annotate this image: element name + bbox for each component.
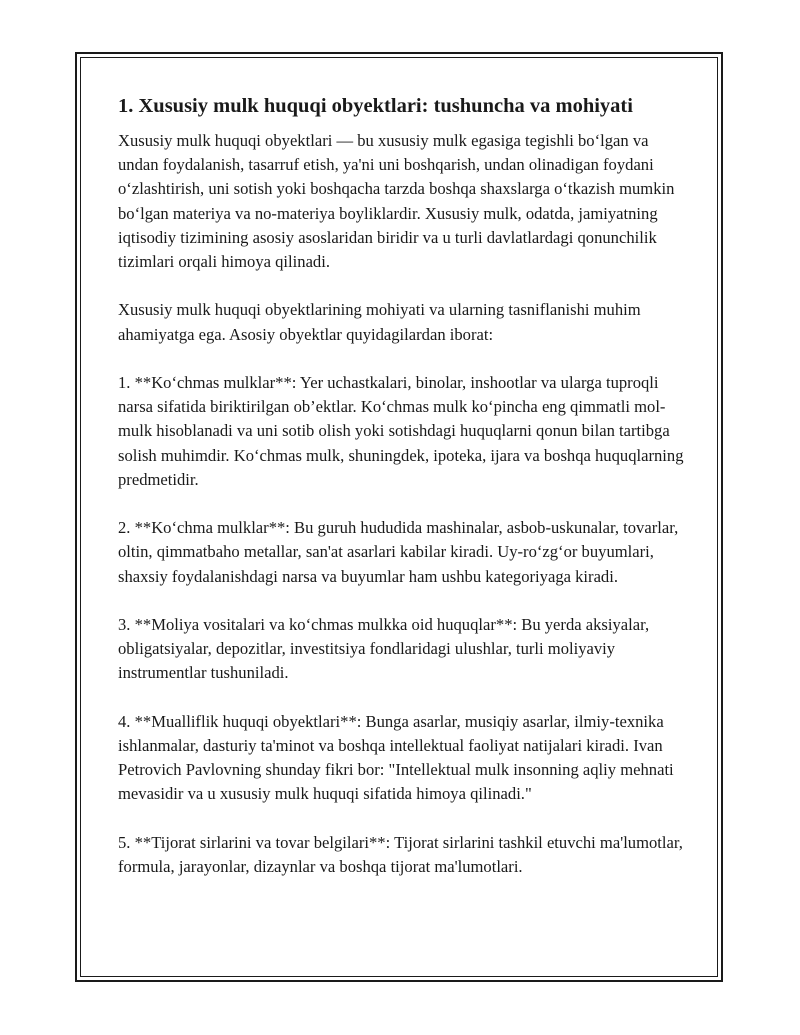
list-item-trade-secrets: 5. **Tijorat sirlarini va tovar belgilari**: Tijorat sirlarini tashkil etuvchi ma'lumotlar, formula, jarayonlar, dizaynlar va boshqa tijorat ma'lumotlari. [118,832,683,876]
list-item-copyright-objects: 4. **Mualliflik huquqi obyektlari**: Bunga asarlar, musiqiy asarlar, ilmiy-texnika ishlanmalar, dasturiy ta'minot va boshqa intellektual faoliyat natijalari kiradi. Ivan Petrovich Pavlovning shunday fikri bor: "Intellektual mulk insonning aqliy mehnati mevasidir va u xususiy mulk huquqi sifatida himoya qilinadi." [118,711,674,804]
list-item-immovable-property: 1. **Ko‘chmas mulklar**: Yer uchastkalari, binolar, inshootlar va ularga tuproqli narsa sifatida biriktirilgan ob’ektlar. Ko‘chmas mulk ko‘pincha eng qimmatli mol-mulk hisoblanadi va uni sotib olish yoki sotishdagi huquqlarni qonun bilan tartibga solish muhimdir. Ko‘chmas mulk, shuningdek, ipoteka, ijara va boshqa huquqlarning predmetidir. [118,373,684,489]
paragraph-definition: Xususiy mulk huquqi obyektlari — bu xususiy mulk egasiga tegishli bo‘lgan va undan foydalanish, tasarruf etish, ya'ni uni boshqarish, undan olinadigan foydani o‘zlashtirish, uni sotish yoki boshqacha tarzda boshqa shaxslarga o‘tkazish mumkin bo‘lgan materiya va no-materiya boyliklardir. Xususiy mulk, odatda, jamiyatning iqtisodiy tizimining asosiy asoslaridan biridir va u turli davlatlardagi qonunchilik tizimlari orqali himoya qilinadi. [118,131,675,272]
list-item-financial-instruments: 3. **Moliya vositalari va ko‘chmas mulkka oid huquqlar**: Bu yerda aksiyalar, obligatsiyalar, depozitlar, investitsiya fondlaridagi ulushlar, turli moliyaviy instrumentlar tushuniladi. [118,615,650,683]
list-item-movable-property: 2. **Ko‘chma mulklar**: Bu guruh hududida mashinalar, asbob-uskunalar, tovarlar, oltin, qimmatbaho metallar, san'at asarlari kabilar kiradi. Uy-ro‘zg‘or buyumlari, shaxsiy foydalanishdagi narsa va buyumlar ham ushbu kategoriyaga kiradi. [118,518,679,586]
document-body [118,92,690,879]
paragraph-classification-intro: Xususiy mulk huquqi obyektlarining mohiyati va ularning tasniflanishi muhim ahamiyatga ega. Asosiy obyektlar quyidagilardan iborat: [118,300,641,344]
section-heading: 1. Xususiy mulk huquqi obyektlari: tushuncha va mohiyati [118,95,633,117]
